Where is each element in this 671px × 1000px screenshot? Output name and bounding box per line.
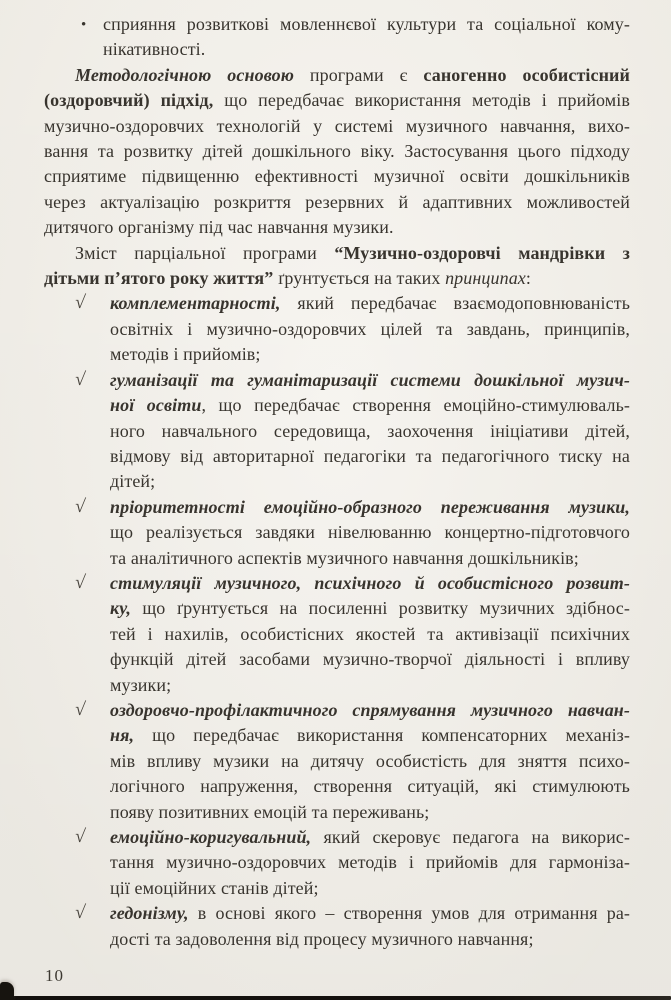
text-content [44, 0, 630, 952]
text-line: ної освіти, що передбачає створення емоційно-стимулюваль- [110, 395, 630, 416]
text-line: Зміст парціальної програми “Музично-оздоровчі мандрівки з [75, 242, 630, 263]
text-line: комплементарності, який передбачає взаємодоповнюваність [110, 293, 630, 314]
text-line: що реалізується завдяки нівелюванню концертно-підготовчого [110, 522, 630, 543]
text-line: методів і прийомів; [110, 344, 261, 365]
principle-list-item [44, 901, 630, 952]
text-line: гуманізації та гуманітаризації системи дошкільної музич- [110, 369, 630, 390]
check-marker-icon: √ [74, 903, 87, 924]
text-line: логічного напруження, створення ситуацій, які стимулюють [110, 776, 630, 797]
text-line: нікативності. [103, 39, 206, 60]
text-line: мів впливу музики на дитячу особистість для зняття психо- [110, 750, 630, 771]
check-marker-icon: √ [74, 369, 87, 390]
bullet-marker-icon: • [81, 17, 87, 33]
text-line: дитячого організму під час навчання музики. [44, 217, 394, 238]
text-line: музики; [110, 674, 172, 695]
paragraph [44, 241, 630, 292]
text-line: гедонізму, в основі якого – створення умов для отримання ра- [110, 903, 630, 924]
principle-list-item [44, 368, 630, 495]
principle-list-item [44, 291, 630, 367]
text-line: появу позитивних емоцій та переживань; [110, 801, 430, 822]
check-marker-icon: √ [74, 496, 87, 517]
page-number: 10 [45, 966, 64, 985]
check-marker-icon: √ [74, 827, 87, 847]
principle-list-item [44, 698, 630, 825]
text-line: відмову від авторитарної педагогіки та педагогічного тиску на [110, 445, 630, 466]
check-marker-icon: √ [74, 572, 87, 593]
text-line: дості та задоволення від процесу музичного навчання; [110, 928, 534, 949]
text-line: ного навчального середовища, заохочення ініціативи дітей, [110, 420, 630, 441]
text-line: ня, що передбачає використання компенсаторних механіз- [110, 725, 630, 746]
text-line: через актуалізацію розкриття резервних й адаптивних можливостей [44, 191, 630, 212]
check-marker-icon: √ [74, 699, 87, 720]
check-marker-icon: √ [74, 293, 87, 314]
principle-list-item [44, 495, 630, 571]
text-line: тання музично-оздоровчих методів і прийомів для гармоніза- [110, 852, 630, 873]
text-line: (оздоровчий) підхід, що передбачає використання методів і прийомів [44, 90, 630, 111]
scan-edge-corner-blob [0, 982, 14, 1000]
paragraph [44, 63, 630, 241]
text-line: музично-оздоровчих технологій у системі музичного навчання, вихо- [44, 115, 630, 136]
text-line: дітьми п’ятого року життя” ґрунтується на таких принципах: [44, 268, 532, 289]
principle-list-item [44, 571, 630, 698]
scan-edge-bottom-line [10, 996, 671, 1000]
text-line: тей і нахилів, особистісних якостей та активізації психічних [110, 623, 630, 644]
text-line: стимуляції музичного, психічного й особистісного розвит- [110, 572, 630, 593]
text-line: пріоритетності емоційно-образного переживання музики, [110, 496, 630, 517]
text-line: функцій дітей засобами музично-творчої діяльності і впливу [110, 649, 630, 670]
text-line: сприяння розвиткові мовленнєвої культури та соціальної кому- [103, 14, 630, 34]
text-line: оздоровчо-профілактичного спрямування музичного навчан- [110, 699, 630, 720]
principle-list-item [44, 825, 630, 901]
text-line: сприятиме підвищенню ефективності музичної освіти дошкільників [44, 166, 630, 187]
bullet-list-item [44, 12, 630, 63]
text-line: ції емоційних станів дітей; [110, 877, 319, 898]
text-line: та аналітичного аспектів музичного навчання дошкільників; [110, 547, 579, 568]
text-line: дітей; [110, 471, 156, 492]
text-line: вання та розвитку дітей дошкільного віку. Застосування цього підходу [44, 141, 630, 162]
text-line: ку, що ґрунтується на посиленні розвитку музичних здібнос- [110, 598, 630, 619]
text-line: Методологічною основою програми є саногенно особистісний [75, 64, 630, 85]
text-line: освітніх і музично-оздоровчих цілей та завдань, принципів, [110, 318, 630, 339]
text-line: емоційно-коригувальний, який скеровує педагога на викорис- [110, 827, 630, 847]
